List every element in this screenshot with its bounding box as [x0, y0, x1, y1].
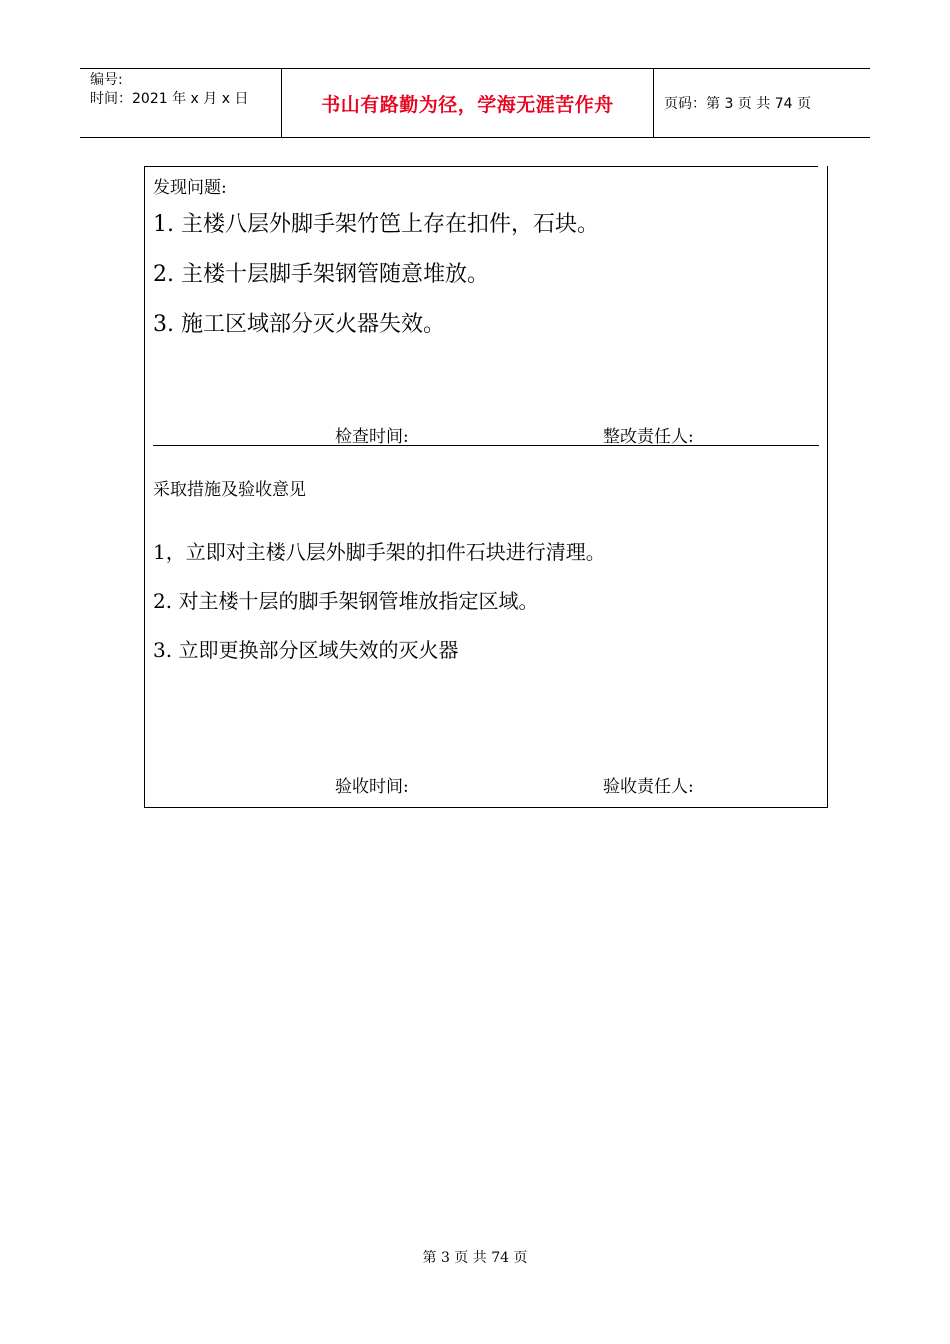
header-motto: 书山有路勤为径，学海无涯苦作舟: [321, 93, 614, 116]
issue-item: 2. 主楼十层脚手架钢管随意堆放。: [153, 262, 489, 287]
header-page-cell: [654, 69, 870, 137]
acceptance-time-label: 验收时间:: [335, 777, 409, 797]
footer-page-number: 第 3 页 共 74 页: [422, 1250, 528, 1266]
form-top-border: [144, 166, 818, 167]
issue-item: 3. 施工区域部分灭火器失效。: [153, 312, 445, 337]
header-page-info: 页码：第 3 页 共 74 页: [664, 96, 811, 112]
issue-item: 1. 主楼八层外脚手架竹笆上存在扣件，石块。: [153, 212, 599, 237]
measure-item: 1，立即对主楼八层外脚手架的扣件石块进行清理。: [153, 540, 606, 564]
header-meta: [80, 69, 281, 137]
measures-section-title: 采取措施及验收意见: [153, 480, 306, 500]
acceptance-person-label: 验收责任人:: [603, 777, 694, 797]
document-date: 时间：2021 年 x 月 x 日: [90, 91, 249, 107]
page-header: [80, 68, 870, 138]
page-footer: [0, 1247, 950, 1267]
measure-item: 2. 对主楼十层的脚手架钢管堆放指定区域。: [153, 589, 539, 613]
header-motto-cell: [281, 69, 654, 137]
measure-item: 3. 立即更换部分区域失效的灭火器: [153, 638, 459, 662]
issues-section-title: 发现问题:: [153, 178, 227, 198]
form-section-divider: [153, 445, 819, 446]
inspection-time-label: 检查时间:: [335, 427, 409, 447]
document-number-label: 编号:: [90, 72, 123, 88]
rectification-person-label: 整改责任人:: [603, 427, 694, 447]
